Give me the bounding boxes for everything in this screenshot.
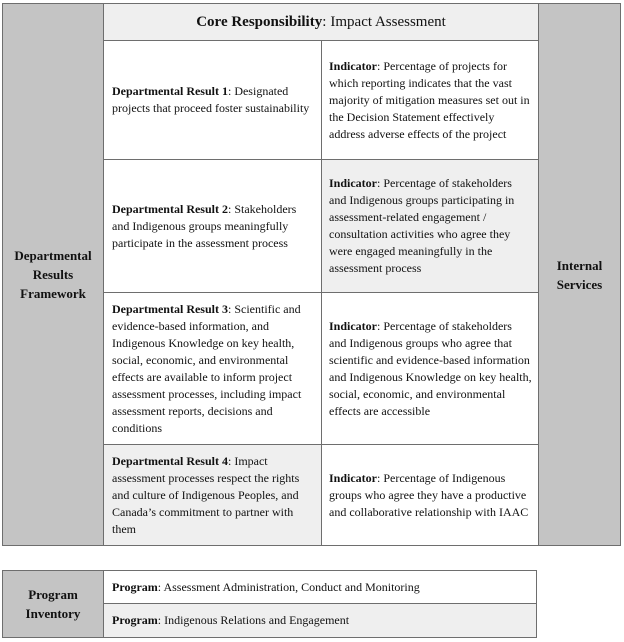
indicator-3 — [322, 293, 538, 444]
indicator-1 — [322, 41, 538, 159]
result-row-1 — [104, 41, 538, 160]
core-responsibility-header — [104, 4, 538, 41]
program-inventory-table — [2, 570, 537, 638]
result-2-label: Departmental Result 2 — [112, 201, 228, 216]
program-row-2 — [104, 604, 536, 637]
departmental-result-1 — [104, 41, 322, 159]
indicator-2-label: Indicator — [329, 176, 377, 190]
results-framework-table — [2, 3, 621, 546]
internal-services-label — [538, 4, 620, 545]
core-responsibility-separator: : — [322, 13, 327, 30]
result-1-text: : Designated projects that proceed foster sustainability — [112, 84, 310, 115]
program-2-text: : Indigenous Relations and Engagement — [157, 613, 350, 627]
result-row-4 — [104, 445, 538, 545]
indicator-2 — [322, 160, 538, 292]
result-3-text: : Scientific and evidence-based information, and Indigenous Knowledge on key health, social, economic, and environmental effects are available to inform project assessment processes, including impact assessment reports, decisions and conditions — [112, 301, 302, 435]
drf-label-text: Departmental Results Framework — [14, 248, 92, 301]
indicator-2-text: : Percentage of stakeholders and Indigenous groups participating in assessment-related engagement / consultation activities who agree they were engaged meaningfully in the assessment process — [329, 176, 515, 275]
indicator-4-text: : Percentage of Indigenous groups who agree they have a productive and collaborative relationship with IAAC — [329, 470, 529, 519]
departmental-results-framework-label — [3, 4, 104, 545]
departmental-result-2 — [104, 160, 322, 292]
indicator-3-label: Indicator — [329, 318, 377, 333]
result-row-2 — [104, 160, 538, 293]
program-inventory-text: Program Inventory — [25, 587, 81, 621]
program-row-1 — [104, 571, 536, 604]
program-1-text: : Assessment Administration, Conduct and Monitoring — [157, 579, 420, 594]
internal-services-text: Internal Services — [556, 257, 603, 292]
program-1-label: Program — [112, 579, 158, 594]
result-4-text: : Impact assessment processes respect the rights and culture of Indigenous Peoples, and Canada’s commitment to partner with them — [112, 453, 300, 536]
indicator-1-label: Indicator — [329, 58, 377, 73]
program-2-label: Program — [112, 613, 158, 627]
result-2-text: : Stakeholders and Indigenous groups meaningfully participate in the assessment process — [112, 201, 297, 250]
indicator-1-text: : Percentage of projects for which reporting indicates that the vast majority of mitigation measures set out in the Decision Statement effectively address adverse effects of the project — [329, 58, 530, 141]
result-4-label: Departmental Result 4 — [112, 453, 228, 468]
indicator-4 — [322, 445, 538, 545]
core-responsibility-prefix: Core Responsibility — [196, 13, 323, 30]
departmental-result-3 — [104, 293, 322, 444]
indicator-3-text: : Percentage of stakeholders and Indigenous groups who agree that scientific and evidence-based information and Indigenous Knowledge on key health, social, economic, and environmental effects are accessible — [329, 318, 532, 418]
result-1-label: Departmental Result 1 — [112, 84, 228, 98]
indicator-4-label: Indicator — [329, 470, 377, 485]
departmental-result-4 — [104, 445, 322, 545]
program-inventory-label — [3, 571, 104, 637]
result-row-3 — [104, 293, 538, 445]
core-responsibility-value: Impact Assessment — [330, 13, 446, 30]
result-3-label: Departmental Result 3 — [112, 301, 228, 316]
